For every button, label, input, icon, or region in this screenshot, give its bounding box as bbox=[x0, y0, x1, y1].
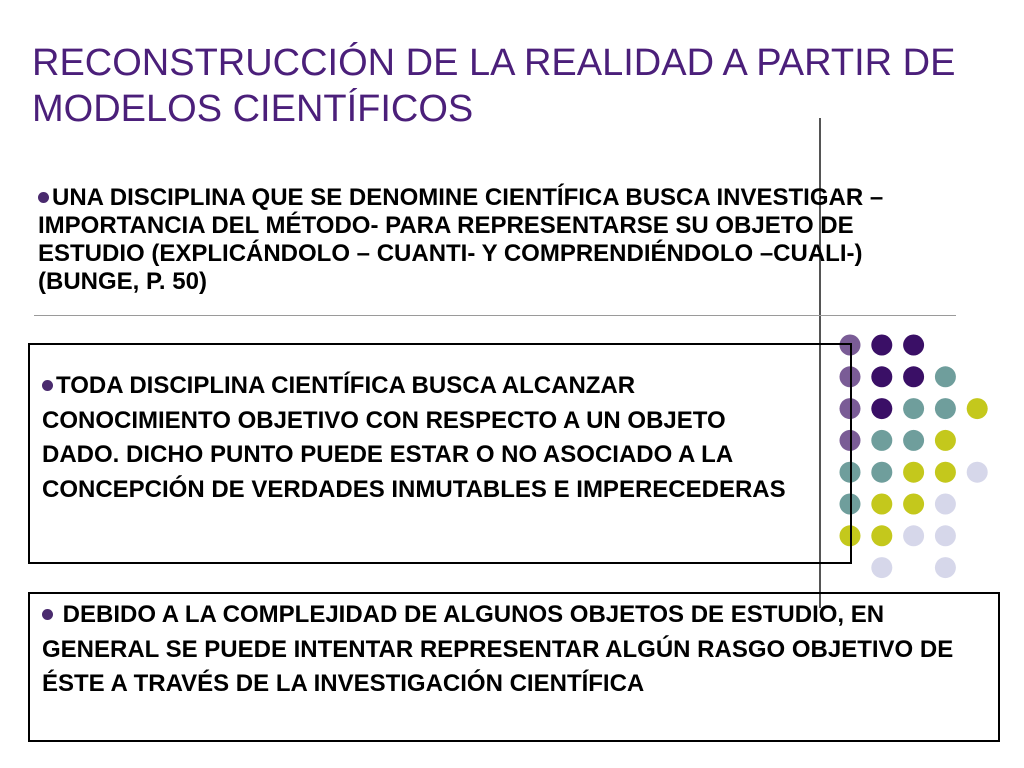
decorative-dot bbox=[935, 525, 956, 546]
decorative-dot bbox=[903, 494, 924, 515]
decorative-dot bbox=[903, 430, 924, 451]
bullet-item-3 bbox=[42, 598, 972, 702]
bullet-2-text: TODA DISCIPLINA CIENTÍFICA BUSCA ALCANZAR CONOCIMIENTO OBJETIVO CON RESPECTO A UN OBJETO DADO. DICHO PUNTO PUEDE ESTAR O NO ASOCIADO A LA CONCEPCIÓN DE VERDADES INMUTABLES E IMPERECEDERAS bbox=[42, 372, 786, 503]
decorative-dot bbox=[871, 335, 892, 356]
bullet-1-text: UNA DISCIPLINA QUE SE DENOMINE CIENTÍFICA BUSCA INVESTIGAR –IMPORTANCIA DEL MÉTODO- PARA REPRESENTARSE SU OBJETO DE ESTUDIO (EXPLICÁNDOLO – CUANTI- Y COMPRENDIÉNDOLO –CUALI-) (BUNGE, P. 50) bbox=[38, 184, 884, 295]
decorative-dot bbox=[903, 366, 924, 387]
decorative-dot bbox=[871, 525, 892, 546]
decorative-dot bbox=[871, 398, 892, 419]
decorative-dot bbox=[935, 366, 956, 387]
bullet-icon bbox=[42, 609, 53, 620]
bordered-text-box-2 bbox=[28, 592, 1000, 742]
decorative-dot bbox=[935, 430, 956, 451]
decorative-dot bbox=[871, 494, 892, 515]
decorative-dot bbox=[935, 462, 956, 483]
bordered-text-box-1 bbox=[28, 343, 852, 564]
bullet-icon bbox=[42, 380, 53, 391]
horizontal-divider-line bbox=[34, 315, 956, 316]
decorative-dot bbox=[903, 462, 924, 483]
decorative-dot bbox=[967, 462, 988, 483]
decorative-dot bbox=[903, 398, 924, 419]
decorative-dot bbox=[871, 462, 892, 483]
decorative-dot bbox=[903, 335, 924, 356]
bullet-3-text: DEBIDO A LA COMPLEJIDAD DE ALGUNOS OBJETOS DE ESTUDIO, EN GENERAL SE PUEDE INTENTAR REPRESENTAR ALGÚN RASGO OBJETIVO DE ÉSTE A TRAVÉS DE LA INVESTIGACIÓN CIENTÍFICA bbox=[42, 601, 954, 697]
decorative-dot bbox=[871, 366, 892, 387]
decorative-dot bbox=[871, 430, 892, 451]
decorative-dot bbox=[935, 557, 956, 578]
decorative-dot bbox=[967, 398, 988, 419]
decorative-dot bbox=[935, 398, 956, 419]
slide-title: RECONSTRUCCIÓN DE LA REALIDAD A PARTIR DE MODELOS CIENTÍFICOS bbox=[32, 42, 956, 130]
bullet-item-1 bbox=[38, 184, 933, 296]
bullet-item-2 bbox=[42, 369, 802, 507]
decorative-dot bbox=[903, 525, 924, 546]
decorative-dot bbox=[871, 557, 892, 578]
decorative-dot bbox=[935, 494, 956, 515]
bullet-icon bbox=[38, 192, 49, 203]
